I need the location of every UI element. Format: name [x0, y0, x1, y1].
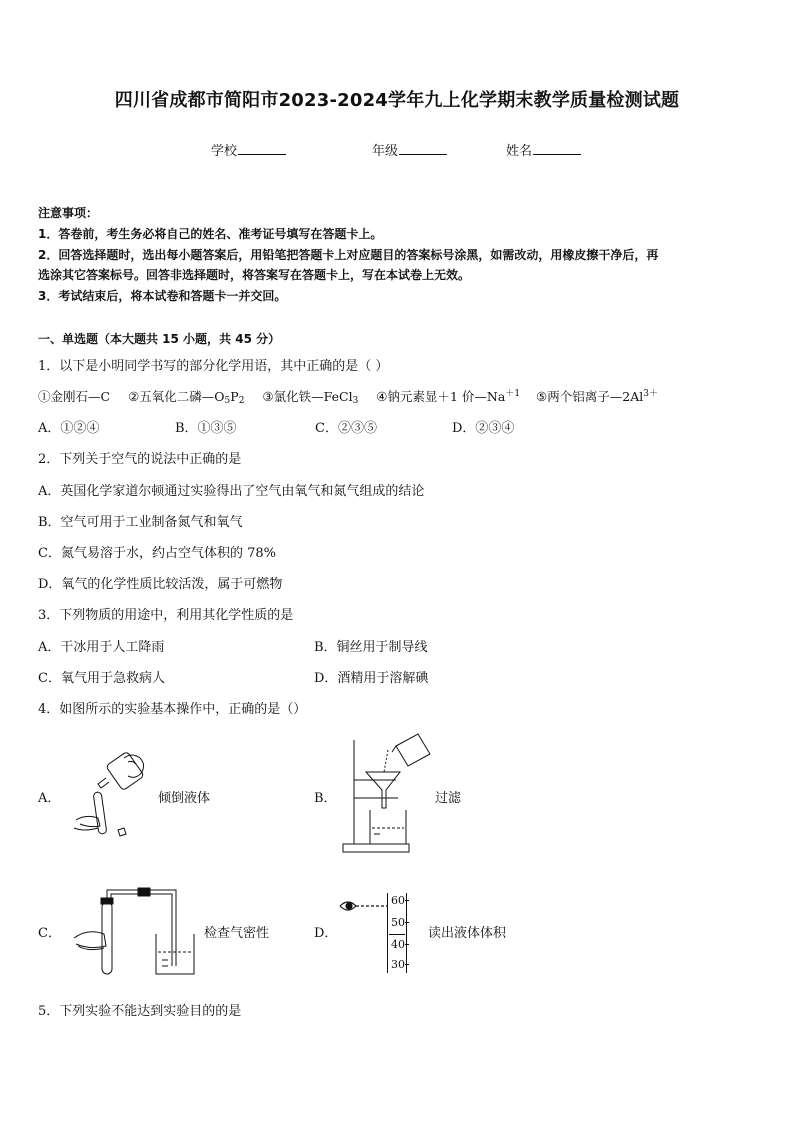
q2-option-a[interactable]: A．英国化学家道尔顿通过实验得出了空气由氧气和氮气组成的结论 [38, 484, 425, 499]
q2-stem: 2．下列关于空气的说法中正确的是 [38, 452, 242, 467]
note-item: 3．考试结束后，将本试卷和答题卡一并交回。 [38, 289, 287, 303]
q5-stem: 5．下列实验不能达到实验目的的是 [38, 1004, 242, 1019]
q1-item-3: ③氯化铁—FeCl$_3$ [262, 389, 359, 406]
school-field [211, 140, 286, 159]
pour-liquid-figure [66, 748, 158, 848]
name-field [506, 140, 581, 159]
cylinder-tick [405, 922, 409, 923]
q3-option-b[interactable]: B．铜丝用于制导线 [314, 640, 428, 655]
q4-option-d-letter[interactable]: D． [314, 926, 338, 941]
q1-stem: 1．以下是小明同学书写的部分化学用语，其中正确的是（ ） [38, 359, 389, 374]
grade-blank[interactable] [399, 141, 447, 155]
q3-option-c[interactable]: C．氧气用于急救病人 [38, 671, 165, 686]
cylinder-tick-label: 40 [391, 938, 405, 951]
q4-option-a-label: 倾倒液体 [158, 791, 211, 806]
cylinder-tick [405, 944, 409, 945]
q2-option-b[interactable]: B．空气可用于工业制备氮气和氧气 [38, 515, 243, 530]
liquid-level [389, 934, 405, 935]
grade-field [372, 140, 447, 159]
q1-item-5: ⑤两个铝离子$—2Al^{3+}$ [536, 389, 658, 404]
cylinder-tick [405, 964, 409, 965]
name-label: 姓名 [506, 144, 533, 159]
notes-heading: 注意事项： [38, 206, 99, 220]
school-blank[interactable] [238, 141, 286, 155]
eye-icon [338, 890, 368, 920]
q1-items [38, 386, 658, 406]
q4-option-c-letter[interactable]: C． [38, 926, 61, 941]
cylinder-tick-label: 60 [391, 894, 405, 907]
cylinder-tick-label: 30 [391, 958, 405, 971]
q4-option-b-letter[interactable]: B． [314, 791, 337, 806]
q2-option-d[interactable]: D．氧气的化学性质比较活泼，属于可燃物 [38, 577, 283, 592]
q3-stem: 3．下列物质的用途中，利用其化学性质的是 [38, 608, 294, 623]
q3-option-d[interactable]: D．酒精用于溶解碘 [314, 671, 429, 686]
q4-option-c-label: 检查气密性 [204, 926, 270, 941]
page-title: 四川省成都市简阳市2023-2024学年九上化学期末教学质量检测试题 [114, 90, 680, 111]
school-label: 学校 [211, 144, 238, 159]
q4-stem: 4．如图所示的实验基本操作中，正确的是（） [38, 702, 307, 717]
q1-item-2: ②五氧化二磷$—O_5P_2$ [128, 389, 245, 406]
q1-option-d[interactable]: D．②③④ [452, 421, 515, 436]
name-blank[interactable] [533, 141, 581, 155]
q4-option-b-label: 过滤 [435, 791, 462, 806]
q1-option-c[interactable]: C．②③⑤ [315, 421, 377, 436]
grade-label: 年级 [372, 144, 399, 159]
note-item: 选涂其它答案标号。回答非选择题时，将答案写在答题卡上，写在本试卷上无效。 [38, 268, 471, 282]
cylinder-tick-label: 50 [391, 916, 405, 929]
cylinder-tick [405, 900, 409, 901]
q4-option-d-label: 读出液体体积 [428, 926, 507, 941]
filtration-figure [340, 732, 432, 858]
q1-item-1: ①金刚石—C [38, 389, 111, 404]
q4-option-a-letter[interactable]: A． [38, 791, 61, 806]
q1-item-4: ④钠元素显＋1 价$—Na^{+1}$ [376, 389, 521, 404]
section-heading: 一、单选题（本大题共 15 小题，共 45 分） [38, 332, 281, 346]
q1-option-b[interactable]: B．①③⑤ [175, 421, 237, 436]
q1-option-a[interactable]: A．①②④ [38, 421, 100, 436]
note-item: 2．回答选择题时，选出每小题答案后，用铅笔把答题卡上对应题目的答案标号涂黑，如需改动，用橡皮擦干净后，再 [38, 248, 659, 262]
q3-option-a[interactable]: A．干冰用于人工降雨 [38, 640, 165, 655]
q2-option-c[interactable]: C．氮气易溶于水，约占空气体积的 78% [38, 546, 276, 561]
note-item: 1．答卷前，考生务必将自己的姓名、准考证号填写在答题卡上。 [38, 227, 383, 241]
airtightness-figure [68, 886, 200, 978]
